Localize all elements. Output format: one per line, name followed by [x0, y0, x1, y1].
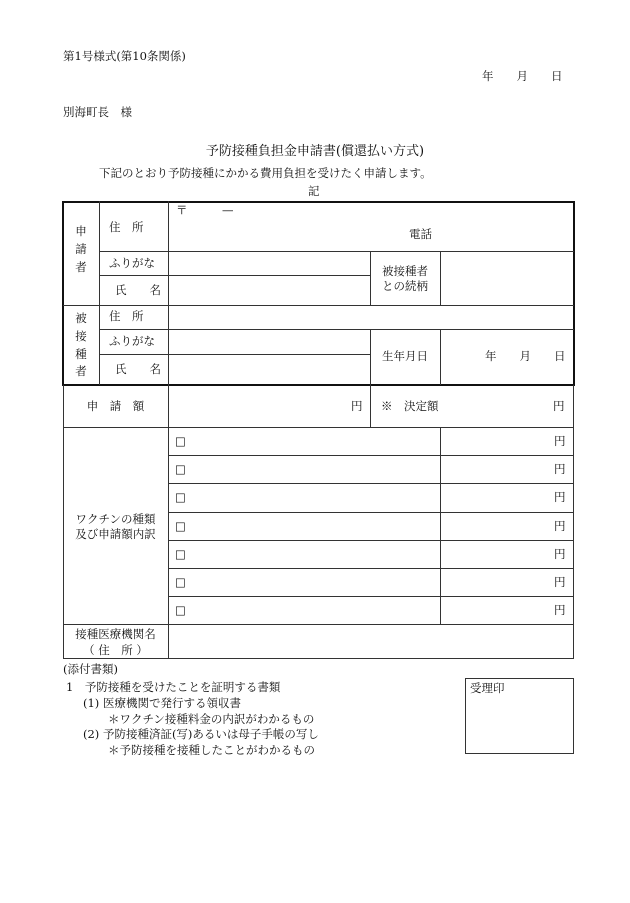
- row-line: [168, 568, 574, 569]
- applicant-address-label: 住 所: [109, 220, 144, 234]
- row-line: [99, 329, 574, 330]
- vaccine-yen: 円: [554, 547, 566, 561]
- label-char: 申: [75, 224, 87, 238]
- row-line: [168, 596, 574, 597]
- clinic-address-label: （ 住 所 ）: [83, 643, 148, 657]
- col-line: [440, 329, 441, 385]
- col-line: [370, 385, 371, 427]
- request-amount-yen: 円: [351, 399, 363, 413]
- col-line: [370, 251, 371, 305]
- recipient-group-label: [74, 310, 88, 381]
- vaccine-yen: 円: [554, 490, 566, 504]
- row-line: [99, 275, 370, 276]
- vaccine-checkbox[interactable]: □: [175, 434, 186, 448]
- addressee: 別海町長 様: [63, 105, 132, 119]
- birthdate-field[interactable]: 年 月 日: [485, 349, 566, 363]
- vaccine-yen: 円: [554, 519, 566, 533]
- applicant-group-label: [74, 223, 88, 276]
- vaccine-checkbox[interactable]: □: [175, 575, 186, 589]
- row-line: [63, 624, 574, 625]
- row-line: [168, 455, 574, 456]
- relation-label-2: との続柄: [382, 279, 428, 293]
- col-line: [440, 251, 441, 305]
- col-line: [440, 427, 441, 624]
- label-char: 接: [75, 328, 87, 343]
- decided-amount-yen: 円: [553, 399, 565, 413]
- receipt-stamp-label: 受理印: [470, 681, 505, 695]
- applicant-phone-label: 電話: [409, 227, 432, 241]
- vaccine-type-label-2: 及び申請額内訳: [75, 527, 156, 541]
- row-line: [99, 354, 370, 355]
- label-char: 請: [75, 241, 87, 256]
- attachment-sub-2: (2) 予防接種済証(写)あるいは母子手帳の写し: [83, 727, 319, 741]
- form-bottom-border: [63, 658, 574, 659]
- birthdate-label: 生年月日: [382, 349, 428, 363]
- intro-text: 下記のとおり予防接種にかかる費用負担を受けたく申請します。: [99, 166, 432, 180]
- col-line: [168, 201, 169, 659]
- decided-amount-label: ※ 決定額: [381, 399, 439, 413]
- vaccine-checkbox[interactable]: □: [175, 490, 186, 504]
- vaccine-type-label: ワクチンの種類: [75, 512, 156, 526]
- recipient-address-label: 住 所: [109, 309, 144, 323]
- application-form: [63, 201, 574, 659]
- applicant-postal-code[interactable]: 〒 —: [176, 203, 234, 217]
- attachment-item-1: 1 予防接種を受けたことを証明する書類: [66, 680, 281, 694]
- vaccine-yen: 円: [554, 434, 566, 448]
- label-char: 種: [75, 346, 87, 361]
- clinic-label: 接種医療機関名: [75, 627, 156, 641]
- row-line: [63, 427, 574, 428]
- vaccine-checkbox[interactable]: □: [175, 519, 186, 533]
- attachment-sub-1: (1) 医療機関で発行する領収書: [83, 696, 241, 710]
- label-char: 被: [75, 311, 87, 325]
- receipt-stamp-box: [465, 678, 574, 754]
- vaccine-checkbox[interactable]: □: [175, 547, 186, 561]
- section-line: [63, 305, 574, 306]
- attachment-sub-1-note: ＊ワクチン接種料金の内訳がわかるもの: [108, 712, 315, 726]
- request-amount-label: 申 請 額: [86, 399, 145, 413]
- vaccine-checkbox[interactable]: □: [175, 603, 186, 617]
- ki-label: 記: [308, 184, 320, 198]
- row-line: [168, 512, 574, 513]
- relation-label: 被接種者: [382, 264, 428, 278]
- attachments-heading: (添付書類): [63, 662, 118, 676]
- col-line: [99, 201, 100, 385]
- attachment-sub-2-note: ＊予防接種を接種したことがわかるもの: [108, 743, 315, 757]
- applicant-name-label: 氏 名: [115, 283, 161, 297]
- vaccine-yen: 円: [554, 575, 566, 589]
- row-line: [168, 483, 574, 484]
- form-number: 第1号様式(第10条関係): [63, 49, 186, 63]
- applicant-furigana-label: ふりがな: [109, 256, 155, 270]
- label-char: 者: [75, 259, 87, 274]
- vaccine-yen: 円: [554, 462, 566, 476]
- row-line: [168, 540, 574, 541]
- page-title: 予防接種負担金申請書(償還払い方式): [205, 144, 425, 159]
- label-char: 者: [75, 364, 87, 379]
- recipient-name-label: 氏 名: [115, 362, 161, 376]
- recipient-furigana-label: ふりがな: [109, 334, 155, 348]
- submission-date: 年 月 日: [482, 69, 563, 83]
- vaccine-yen: 円: [554, 603, 566, 617]
- vaccine-checkbox[interactable]: □: [175, 462, 186, 476]
- row-line: [99, 251, 574, 252]
